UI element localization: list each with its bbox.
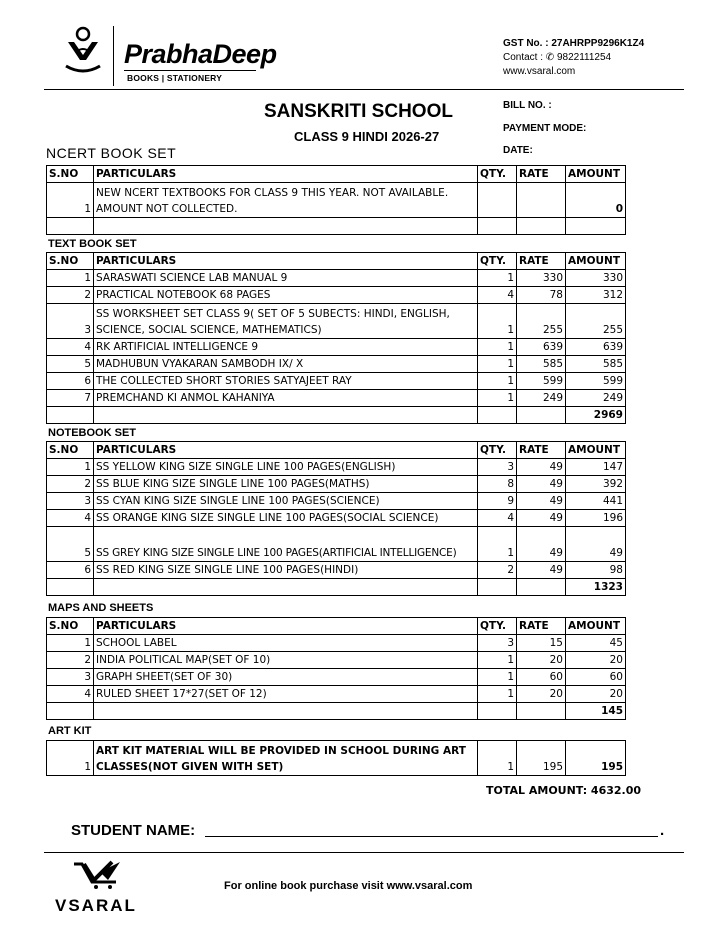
cell-rate: 20 — [517, 652, 566, 669]
table-row — [47, 527, 626, 562]
cell-amount: 60 — [566, 669, 626, 686]
table-total-row — [47, 407, 626, 424]
cell-particulars: GRAPH SHEET(SET OF 30) — [94, 669, 478, 686]
cell-amount: 312 — [566, 287, 626, 304]
table-row — [47, 635, 626, 652]
cell-particulars: SS GREY KING SIZE SINGLE LINE 100 PAGES(ARTIFICIAL INTELLIGENCE) — [94, 527, 478, 562]
cell-rate: 49 — [517, 562, 566, 579]
cell-qty: 1 — [478, 669, 517, 686]
col-sno: S.NO — [47, 442, 94, 459]
cell-sno: 1 — [47, 270, 94, 287]
prabhadeep-logo-icon — [62, 22, 108, 84]
cell-rate — [517, 579, 566, 596]
table-row — [47, 183, 626, 218]
ncert-line-1: NEW NCERT TEXTBOOKS FOR CLASS 9 THIS YEAR. NOT AVAILABLE. — [96, 187, 449, 199]
cell-amount: 392 — [566, 476, 626, 493]
table-row — [47, 741, 626, 776]
cell-particulars — [94, 218, 478, 235]
cell-amount: 49 — [566, 527, 626, 562]
cell-rate: 78 — [517, 287, 566, 304]
cell-sno — [47, 218, 94, 235]
table-total-row — [47, 579, 626, 596]
cell-sno: 2 — [47, 476, 94, 493]
cell-particulars: PREMCHAND KI ANMOL KAHANIYA — [94, 390, 478, 407]
cell-rate: 49 — [517, 476, 566, 493]
cell-qty: 1 — [478, 741, 517, 776]
cell-rate: 599 — [517, 373, 566, 390]
cell-amount: 20 — [566, 652, 626, 669]
cell-amount: 20 — [566, 686, 626, 703]
student-name-field[interactable] — [205, 836, 658, 837]
maps-table — [46, 617, 626, 720]
table-row — [47, 390, 626, 407]
brand-subtitle: BOOKS | STATIONERY — [127, 73, 223, 83]
cell-particulars — [94, 407, 478, 424]
cell-qty: 1 — [478, 304, 517, 339]
cell-qty: 1 — [478, 390, 517, 407]
cell-qty: 8 — [478, 476, 517, 493]
col-particulars: PARTICULARS — [94, 618, 478, 635]
cell-sno — [47, 703, 94, 720]
cell-rate — [517, 407, 566, 424]
maps-section-title: MAPS AND SHEETS — [48, 602, 154, 614]
col-particulars: PARTICULARS — [94, 253, 478, 270]
gst-number: GST No. : 27AHRPP9296K1Z4 — [503, 38, 645, 49]
col-amount: AMOUNT — [566, 618, 626, 635]
vsaral-cart-logo-icon — [70, 858, 140, 890]
cell-qty: 1 — [478, 527, 517, 562]
cell-qty: 4 — [478, 287, 517, 304]
worksheet-line-2: SCIENCE, SOCIAL SCIENCE, MATHEMATICS) — [96, 324, 322, 336]
row-particulars — [94, 183, 478, 218]
col-rate: RATE — [517, 253, 566, 270]
cell-sno: 2 — [47, 652, 94, 669]
worksheet-line-1: SS WORKSHEET SET CLASS 9( SET OF 5 SUBECTS: HINDI, ENGLISH, — [96, 308, 450, 320]
textbook-section-title: TEXT BOOK SET — [48, 238, 137, 250]
cell-qty: 4 — [478, 510, 517, 527]
contact-number: Contact : ✆ 9822111254 — [503, 52, 612, 63]
artkit-table — [46, 740, 626, 776]
cell-qty: 1 — [478, 652, 517, 669]
table-row — [47, 287, 626, 304]
ncert-table — [46, 165, 626, 235]
cell-rate: 249 — [517, 390, 566, 407]
table-total-row — [47, 703, 626, 720]
date-label: DATE: — [503, 145, 533, 156]
cell-amount: 147 — [566, 459, 626, 476]
row-rate — [517, 183, 566, 218]
row-qty — [478, 183, 517, 218]
table-row — [47, 339, 626, 356]
table-row — [47, 562, 626, 579]
payment-mode-label: PAYMENT MODE: — [503, 123, 587, 134]
table-row — [47, 459, 626, 476]
cell-qty: 1 — [478, 339, 517, 356]
cell-qty — [478, 218, 517, 235]
header-rule — [44, 89, 684, 90]
table-header-row — [47, 618, 626, 635]
cell-sno: 4 — [47, 510, 94, 527]
col-particulars: PARTICULARS — [94, 166, 478, 183]
cell-sno — [47, 407, 94, 424]
cell-rate: 15 — [517, 635, 566, 652]
cell-qty — [478, 703, 517, 720]
cell-amount: 585 — [566, 356, 626, 373]
cell-rate: 49 — [517, 493, 566, 510]
vsaral-brand-name: VSARAL — [55, 896, 137, 915]
cell-particulars: PRACTICAL NOTEBOOK 68 PAGES — [94, 287, 478, 304]
col-qty: QTY. — [478, 618, 517, 635]
col-sno: S.NO — [47, 253, 94, 270]
cell-particulars: MADHUBUN VYAKARAN SAMBODH IX/ X — [94, 356, 478, 373]
cell-qty: 1 — [478, 356, 517, 373]
class-title: CLASS 9 HINDI 2026-27 — [294, 129, 440, 144]
total-amount: TOTAL AMOUNT: 4632.00 — [486, 784, 642, 797]
cell-rate: 60 — [517, 669, 566, 686]
cell-sno: 6 — [47, 373, 94, 390]
cell-rate: 255 — [517, 304, 566, 339]
cell-amount: 249 — [566, 390, 626, 407]
table-row — [47, 669, 626, 686]
table-row — [47, 304, 626, 339]
cell-rate: 49 — [517, 459, 566, 476]
cell-particulars — [94, 703, 478, 720]
col-amount: AMOUNT — [566, 442, 626, 459]
brand-name: PrabhaDeep — [124, 39, 277, 69]
cell-qty — [478, 579, 517, 596]
cell-amount: 45 — [566, 635, 626, 652]
cell-particulars: RK ARTIFICIAL INTELLIGENCE 9 — [94, 339, 478, 356]
cell-sno: 7 — [47, 390, 94, 407]
cell-rate: 49 — [517, 510, 566, 527]
textbook-table — [46, 252, 626, 424]
col-amount: AMOUNT — [566, 166, 626, 183]
cell-particulars: SARASWATI SCIENCE LAB MANUAL 9 — [94, 270, 478, 287]
col-rate: RATE — [517, 618, 566, 635]
artkit-section-title: ART KIT — [48, 725, 92, 737]
table-row — [47, 476, 626, 493]
table-row — [47, 493, 626, 510]
col-particulars: PARTICULARS — [94, 442, 478, 459]
cell-rate: 585 — [517, 356, 566, 373]
table-row — [47, 356, 626, 373]
cell-amount — [566, 218, 626, 235]
col-qty: QTY. — [478, 442, 517, 459]
artkit-line-2: CLASSES(NOT GIVEN WITH SET) — [96, 761, 284, 773]
cell-rate: 639 — [517, 339, 566, 356]
cell-sno — [47, 579, 94, 596]
cell-particulars: SS BLUE KING SIZE SINGLE LINE 100 PAGES(MATHS) — [94, 476, 478, 493]
bill-no-label: BILL NO. : — [503, 100, 552, 111]
cell-particulars: RULED SHEET 17*27(SET OF 12) — [94, 686, 478, 703]
cell-amount: 330 — [566, 270, 626, 287]
cell-sno: 5 — [47, 356, 94, 373]
col-sno: S.NO — [47, 166, 94, 183]
cell-particulars — [94, 579, 478, 596]
cell-amount: 599 — [566, 373, 626, 390]
cell-qty: 3 — [478, 459, 517, 476]
cell-particulars — [94, 741, 478, 776]
student-name-label: STUDENT NAME: — [71, 822, 196, 839]
cell-amount: 196 — [566, 510, 626, 527]
col-sno: S.NO — [47, 618, 94, 635]
cell-qty: 2 — [478, 562, 517, 579]
table-row — [47, 686, 626, 703]
student-name-dot: . — [660, 822, 665, 839]
cell-sno: 6 — [47, 562, 94, 579]
artkit-amount: 195 — [566, 741, 626, 776]
cell-particulars: SCHOOL LABEL — [94, 635, 478, 652]
cell-particulars: SS RED KING SIZE SINGLE LINE 100 PAGES(HINDI) — [94, 562, 478, 579]
table-row-empty — [47, 218, 626, 235]
cell-rate: 49 — [517, 527, 566, 562]
row-sno: 1 — [47, 183, 94, 218]
cell-particulars — [94, 304, 478, 339]
cell-rate — [517, 218, 566, 235]
table-row — [47, 510, 626, 527]
online-purchase-note: For online book purchase visit www.vsaral.com — [224, 880, 473, 892]
cell-amount: 639 — [566, 339, 626, 356]
cell-rate: 20 — [517, 686, 566, 703]
cell-qty — [478, 407, 517, 424]
cell-particulars: SS ORANGE KING SIZE SINGLE LINE 100 PAGES(SOCIAL SCIENCE) — [94, 510, 478, 527]
cell-rate: 330 — [517, 270, 566, 287]
notebook-section-title: NOTEBOOK SET — [48, 427, 137, 439]
cell-amount: 441 — [566, 493, 626, 510]
cell-particulars: SS YELLOW KING SIZE SINGLE LINE 100 PAGES(ENGLISH) — [94, 459, 478, 476]
cell-sno: 3 — [47, 669, 94, 686]
col-rate: RATE — [517, 442, 566, 459]
school-name: SANSKRITI SCHOOL — [264, 101, 453, 122]
cell-sno: 3 — [47, 493, 94, 510]
ncert-line-2: AMOUNT NOT COLLECTED. — [96, 203, 238, 215]
table-row — [47, 652, 626, 669]
cell-particulars: SS CYAN KING SIZE SINGLE LINE 100 PAGES(SCIENCE) — [94, 493, 478, 510]
cell-qty: 9 — [478, 493, 517, 510]
col-qty: QTY. — [478, 253, 517, 270]
cell-amount: 98 — [566, 562, 626, 579]
cell-sno: 1 — [47, 459, 94, 476]
ncert-section-title: NCERT BOOK SET — [46, 145, 177, 161]
table-header-row — [47, 253, 626, 270]
textbook-total: 2969 — [566, 407, 626, 424]
col-qty: QTY. — [478, 166, 517, 183]
footer-rule — [44, 852, 684, 853]
table-header-row — [47, 166, 626, 183]
table-row — [47, 373, 626, 390]
cell-qty: 1 — [478, 373, 517, 390]
table-row — [47, 270, 626, 287]
col-rate: RATE — [517, 166, 566, 183]
cell-amount: 255 — [566, 304, 626, 339]
col-amount: AMOUNT — [566, 253, 626, 270]
cell-sno: 2 — [47, 287, 94, 304]
cell-rate: 195 — [517, 741, 566, 776]
cell-particulars: THE COLLECTED SHORT STORIES SATYAJEET RAY — [94, 373, 478, 390]
cell-qty: 3 — [478, 635, 517, 652]
brand-rule — [124, 70, 256, 71]
cell-qty: 1 — [478, 270, 517, 287]
maps-total: 145 — [566, 703, 626, 720]
table-header-row — [47, 442, 626, 459]
cell-rate — [517, 703, 566, 720]
notebook-table — [46, 441, 626, 596]
cell-sno: 5 — [47, 527, 94, 562]
header-divider — [113, 26, 114, 86]
artkit-line-1: ART KIT MATERIAL WILL BE PROVIDED IN SCHOOL DURING ART — [96, 745, 466, 757]
row-amount: 0 — [566, 183, 626, 218]
cell-qty: 1 — [478, 686, 517, 703]
cell-sno: 4 — [47, 339, 94, 356]
website: www.vsaral.com — [503, 66, 576, 77]
cell-sno: 4 — [47, 686, 94, 703]
cell-sno: 1 — [47, 635, 94, 652]
cell-particulars: INDIA POLITICAL MAP(SET OF 10) — [94, 652, 478, 669]
cell-sno: 1 — [47, 741, 94, 776]
notebook-total: 1323 — [566, 579, 626, 596]
cell-sno: 3 — [47, 304, 94, 339]
